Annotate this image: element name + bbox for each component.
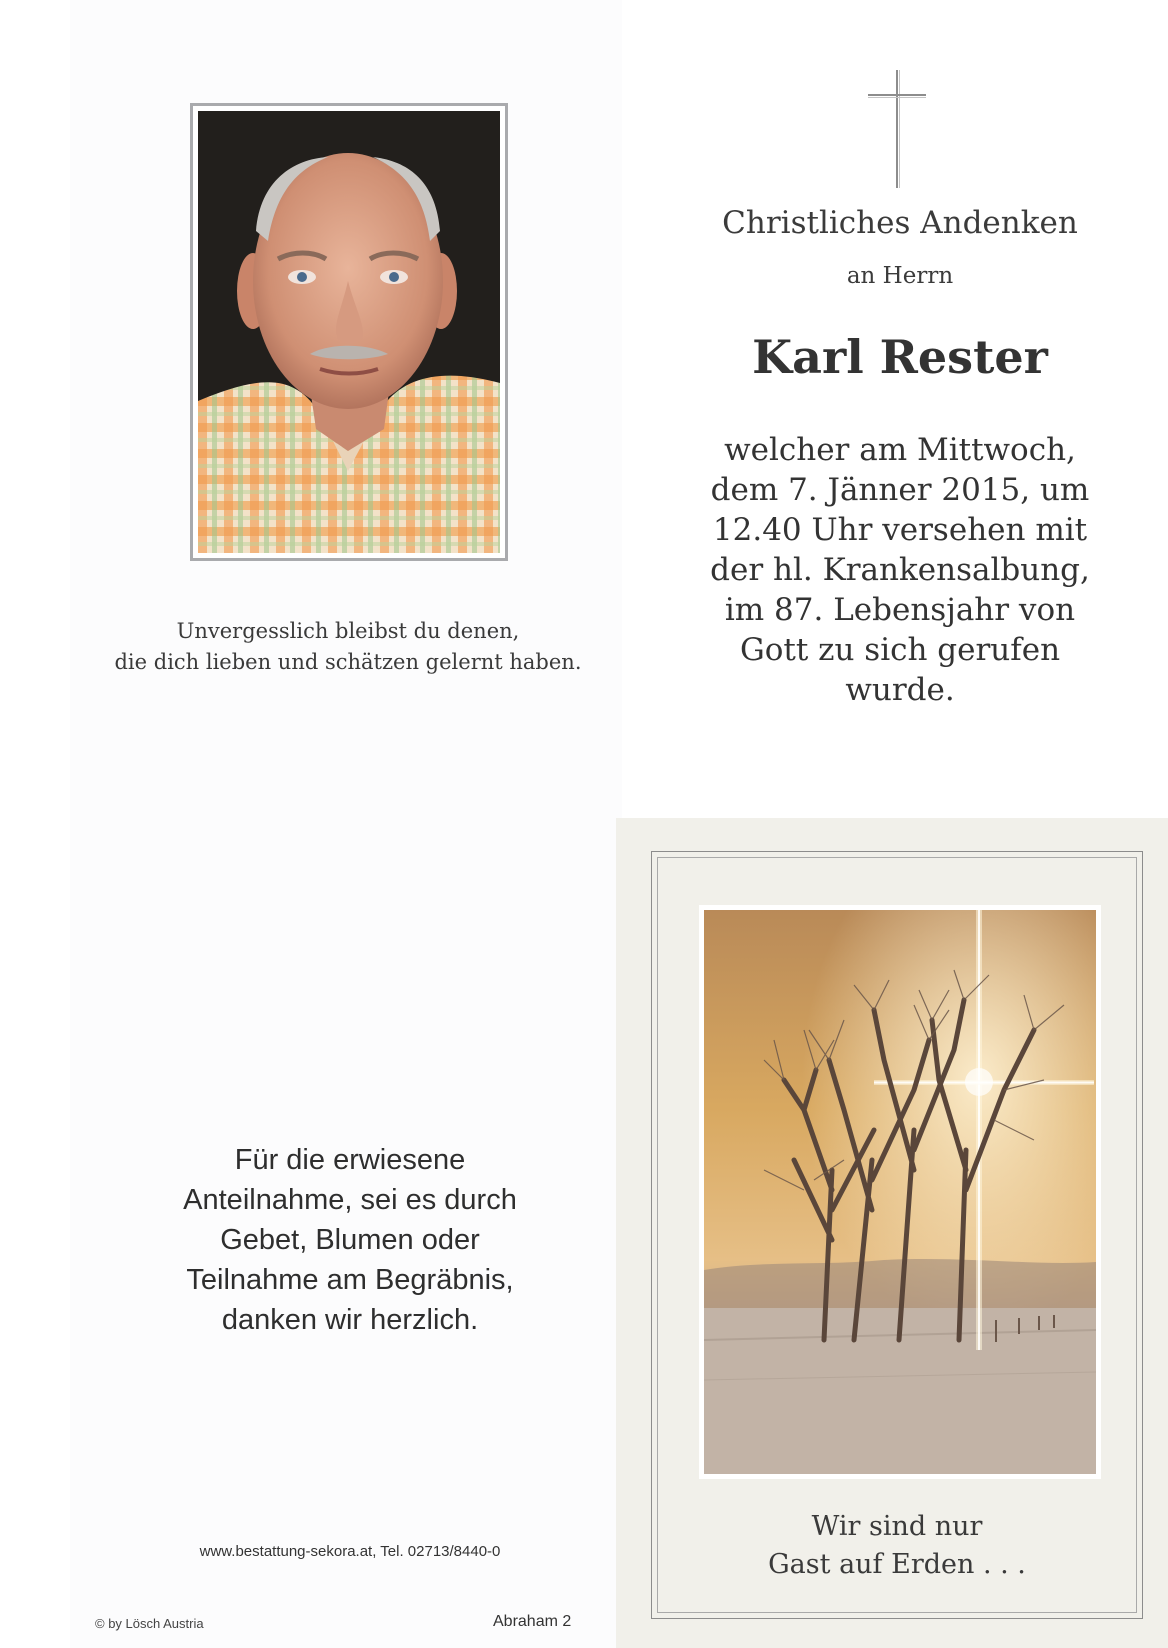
- portrait-frame: [190, 103, 508, 561]
- death-notice-text: [640, 430, 1160, 710]
- thanks-line: Gebet, Blumen oder: [220, 1224, 480, 1256]
- portrait-illustration: [198, 111, 500, 553]
- thanks-text: [100, 1140, 600, 1340]
- portrait-photo: [198, 111, 500, 553]
- closing-verse-line: Gast auf Erden . . .: [768, 1549, 1026, 1580]
- thanks-line: danken wir herzlich.: [221, 1304, 479, 1336]
- notice-line: im 87. Lebensjahr von: [724, 592, 1076, 628]
- thanks-line: Anteilnahme, sei es durch: [183, 1184, 517, 1216]
- design-name: Abraham 2: [493, 1613, 572, 1630]
- landscape-frame: [699, 905, 1101, 1479]
- funeral-home-contact: www.bestattung-sekora.at, Tel. 02713/8440-0: [199, 1543, 501, 1560]
- thanks-line: Teilnahme am Begräbnis,: [186, 1264, 514, 1296]
- closing-verse-line: Wir sind nur: [811, 1511, 983, 1542]
- deceased-name: Karl Rester: [752, 330, 1048, 384]
- thanks-line: Für die erwiesene: [234, 1144, 466, 1176]
- copyright-note: © by Lösch Austria: [95, 1616, 204, 1631]
- notice-line: Gott zu sich gerufen: [739, 632, 1061, 668]
- notice-line: dem 7. Jänner 2015, um: [710, 472, 1090, 508]
- card-title: Christliches Andenken: [722, 205, 1078, 241]
- notice-line: wurde.: [845, 672, 955, 708]
- notice-line: welcher am Mittwoch,: [724, 432, 1076, 468]
- verse-line: die dich lieben und schätzen gelernt haben.: [114, 650, 582, 674]
- verse-line: Unvergesslich bleibst du denen,: [176, 619, 520, 643]
- notice-line: 12.40 Uhr versehen mit: [712, 512, 1088, 548]
- closing-verse: [656, 1508, 1138, 1584]
- memorial-verse: [100, 616, 596, 678]
- cross-icon: [868, 70, 928, 190]
- winter-trees-cross-image: [704, 910, 1096, 1474]
- notice-line: der hl. Krankensalbung,: [710, 552, 1090, 588]
- card-subtitle: an Herrn: [846, 263, 954, 289]
